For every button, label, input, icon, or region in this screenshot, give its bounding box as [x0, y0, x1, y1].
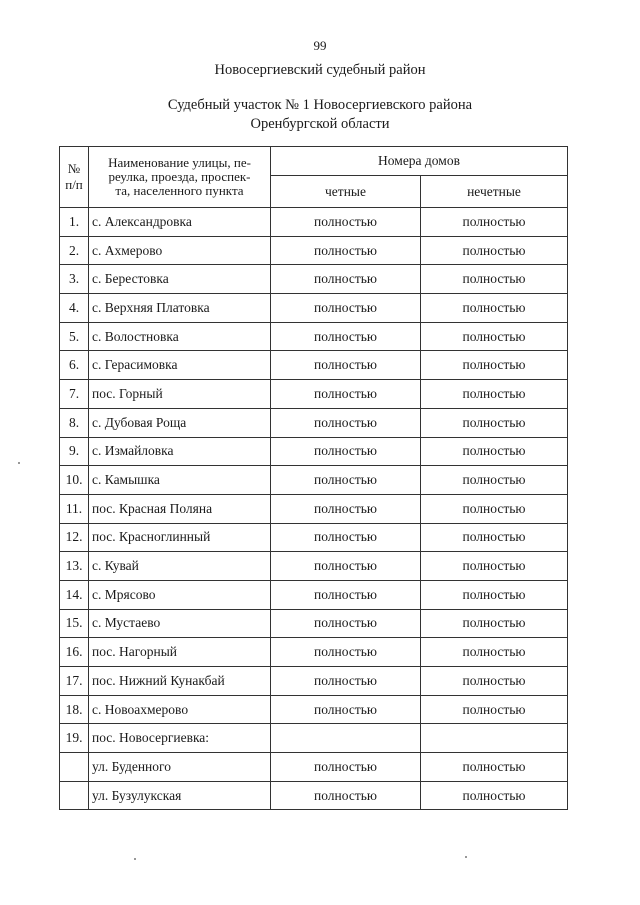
row-even: полностью [271, 380, 421, 409]
table-row [60, 753, 568, 782]
row-number: 18. [60, 695, 89, 724]
section-title-line2: Оренбургской области [250, 116, 390, 132]
row-even: полностью [271, 638, 421, 667]
table-row [60, 724, 568, 753]
row-odd: полностью [421, 638, 568, 667]
row-number: 14. [60, 580, 89, 609]
row-even: полностью [271, 322, 421, 351]
row-name: пос. Новосергиевка: [89, 724, 271, 753]
row-odd: полностью [421, 494, 568, 523]
table-row [60, 322, 568, 351]
table-row [60, 380, 568, 409]
table-row [60, 494, 568, 523]
scan-speck [134, 858, 136, 860]
row-number: 8. [60, 408, 89, 437]
row-number: 17. [60, 667, 89, 696]
header-odd: нечетные [421, 176, 568, 208]
row-name: с. Ахмерово [89, 236, 271, 265]
table-row [60, 294, 568, 323]
row-even: полностью [271, 494, 421, 523]
row-name: с. Герасимовка [89, 351, 271, 380]
row-odd: полностью [421, 265, 568, 294]
header-num-line2: п/п [65, 177, 83, 192]
page-number: 99 [313, 38, 327, 53]
row-odd: полностью [421, 466, 568, 495]
row-odd [421, 724, 568, 753]
table-row [60, 580, 568, 609]
row-odd: полностью [421, 236, 568, 265]
row-name: ул. Бузулукская [89, 781, 271, 810]
row-odd: полностью [421, 351, 568, 380]
row-even: полностью [271, 351, 421, 380]
row-name: с. Дубовая Роща [89, 408, 271, 437]
header-even: четные [271, 176, 421, 208]
row-name: с. Верхняя Платовка [89, 294, 271, 323]
row-even: полностью [271, 667, 421, 696]
table-row [60, 437, 568, 466]
row-even: полностью [271, 781, 421, 810]
table-row [60, 781, 568, 810]
row-name: с. Камышка [89, 466, 271, 495]
row-number: 1. [60, 208, 89, 237]
row-number: 4. [60, 294, 89, 323]
header-name-line3: та, населенного пункта [115, 183, 244, 198]
row-even: полностью [271, 580, 421, 609]
row-even: полностью [271, 753, 421, 782]
table-row [60, 667, 568, 696]
table-row [60, 552, 568, 581]
header-name-line1: Наименование улицы, пе- [108, 155, 251, 170]
row-name: пос. Нагорный [89, 638, 271, 667]
row-odd: полностью [421, 294, 568, 323]
row-odd: полностью [421, 380, 568, 409]
row-number: 19. [60, 724, 89, 753]
table-row [60, 466, 568, 495]
row-even: полностью [271, 437, 421, 466]
table-row [60, 523, 568, 552]
row-number: 5. [60, 322, 89, 351]
row-name: с. Мрясово [89, 580, 271, 609]
row-odd: полностью [421, 753, 568, 782]
row-odd: полностью [421, 580, 568, 609]
row-odd: полностью [421, 695, 568, 724]
row-odd: полностью [421, 437, 568, 466]
table-row [60, 609, 568, 638]
row-even: полностью [271, 466, 421, 495]
row-name: пос. Красная Поляна [89, 494, 271, 523]
row-even: полностью [271, 236, 421, 265]
row-name: ул. Буденного [89, 753, 271, 782]
row-even: полностью [271, 294, 421, 323]
row-number: 15. [60, 609, 89, 638]
row-name: с. Измайловка [89, 437, 271, 466]
row-odd: полностью [421, 552, 568, 581]
header-name [89, 147, 271, 208]
row-number: 13. [60, 552, 89, 581]
scan-speck [465, 856, 467, 858]
row-number: 2. [60, 236, 89, 265]
row-number: 9. [60, 437, 89, 466]
row-odd: полностью [421, 781, 568, 810]
row-number [60, 781, 89, 810]
courts-table [59, 146, 568, 810]
row-number: 10. [60, 466, 89, 495]
row-odd: полностью [421, 208, 568, 237]
header-num-line1: № [67, 161, 81, 176]
row-even: полностью [271, 208, 421, 237]
table-row [60, 408, 568, 437]
row-odd: полностью [421, 322, 568, 351]
header-name-line2: реулка, проезда, проспек- [108, 169, 251, 184]
row-even: полностью [271, 695, 421, 724]
row-odd: полностью [421, 609, 568, 638]
section-title-line1: Судебный участок № 1 Новосергиевского района [167, 97, 473, 113]
scan-speck [18, 462, 20, 464]
table-row [60, 351, 568, 380]
row-number [60, 753, 89, 782]
header-houses: Номера домов [271, 147, 568, 176]
row-odd: полностью [421, 523, 568, 552]
row-even: полностью [271, 609, 421, 638]
row-name: с. Александровка [89, 208, 271, 237]
row-name: с. Мустаево [89, 609, 271, 638]
row-name: пос. Горный [89, 380, 271, 409]
table-row [60, 638, 568, 667]
row-odd: полностью [421, 408, 568, 437]
district-title: Новосергиевский судебный район [214, 62, 426, 78]
row-name: пос. Нижний Кунакбай [89, 667, 271, 696]
row-even: полностью [271, 552, 421, 581]
row-name: с. Волостновка [89, 322, 271, 351]
row-number: 6. [60, 351, 89, 380]
row-name: пос. Красноглинный [89, 523, 271, 552]
table-row [60, 236, 568, 265]
table-row [60, 208, 568, 237]
row-number: 12. [60, 523, 89, 552]
table-row [60, 695, 568, 724]
section-title [0, 96, 640, 134]
header-num [60, 147, 89, 208]
row-even: полностью [271, 523, 421, 552]
row-name: с. Берестовка [89, 265, 271, 294]
row-even [271, 724, 421, 753]
row-number: 7. [60, 380, 89, 409]
row-even: полностью [271, 265, 421, 294]
table-row [60, 265, 568, 294]
row-number: 3. [60, 265, 89, 294]
row-number: 11. [60, 494, 89, 523]
row-even: полностью [271, 408, 421, 437]
row-number: 16. [60, 638, 89, 667]
row-name: с. Кувай [89, 552, 271, 581]
row-odd: полностью [421, 667, 568, 696]
row-name: с. Новоахмерово [89, 695, 271, 724]
